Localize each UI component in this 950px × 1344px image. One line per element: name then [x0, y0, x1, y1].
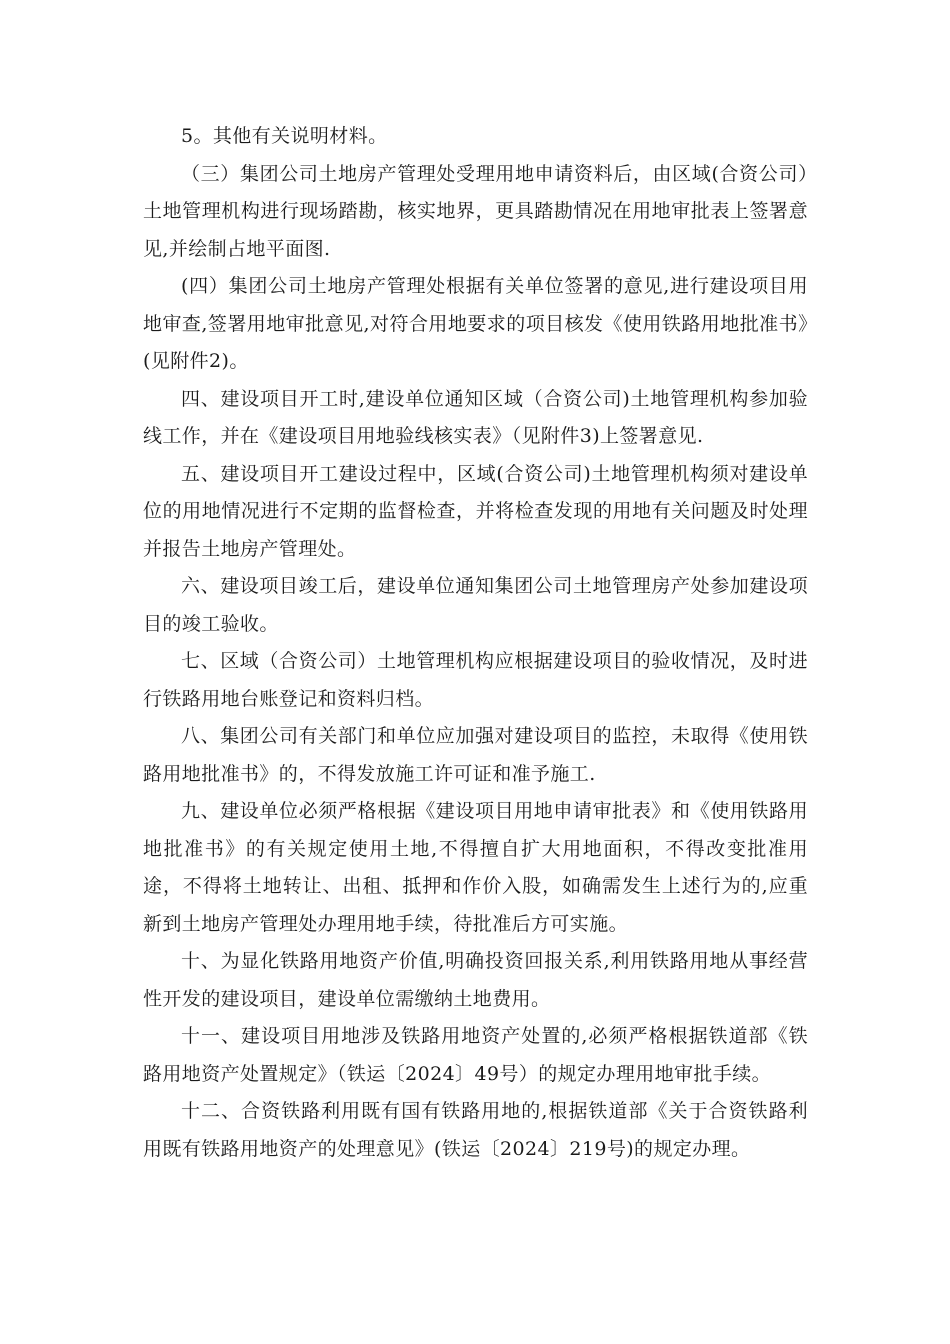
paragraph-article-12: 十二、合资铁路利用既有国有铁路用地的,根据铁道部《关于合资铁路利用既有铁路用地资产的处理意见》(铁运〔2024〕219号)的规定办理。: [143, 1100, 808, 1160]
paragraph-section-3: （三）集团公司土地房产管理处受理用地申请资料后，由区域(合资公司）土地管理机构进行现场踏勘，核实地界，更具踏勘情况在用地审批表上签署意见,并绘制占地平面图.: [143, 162, 808, 260]
paragraph-item-5: 5。其他有关说明材料。: [181, 125, 388, 147]
paragraph-article-8: 八、集团公司有关部门和单位应加强对建设项目的监控，未取得《使用铁路用地批准书》的，不得发放施工许可证和准予施工.: [143, 725, 808, 785]
document-body: [143, 118, 808, 1168]
paragraph-article-4: 四、建设项目开工时,建设单位通知区域（合资公司)土地管理机构参加验线工作，并在《建设项目用地验线核实表》（见附件3)上签署意见.: [143, 387, 808, 447]
paragraph-article-9: 九、建设单位必须严格根据《建设项目用地申请审批表》和《使用铁路用地批准书》的有关规定使用土地,不得擅自扩大用地面积，不得改变批准用途，不得将土地转让、出租、抵押和作价入股，如确需发生上述行为的,应重新到土地房产管理处办理用地手续，待批准后方可实施。: [143, 800, 808, 935]
paragraph-article-6: 六、建设项目竣工后，建设单位通知集团公司土地管理房产处参加建设项目的竣工验收。: [143, 575, 808, 635]
paragraph-article-5: 五、建设项目开工建设过程中，区域(合资公司)土地管理机构须对建设单位的用地情况进行不定期的监督检查，并将检查发现的用地有关问题及时处理并报告土地房产管理处。: [143, 462, 808, 560]
paragraph-section-4: (四）集团公司土地房产管理处根据有关单位签署的意见,进行建设项目用地审查,签署用地审批意见,对符合用地要求的项目核发《使用铁路用地批准书》(见附件2)。: [143, 275, 808, 372]
paragraph-article-10: 十、为显化铁路用地资产价值,明确投资回报关系,利用铁路用地从事经营性开发的建设项目，建设单位需缴纳土地费用。: [143, 950, 808, 1010]
paragraph-article-11: 十一、建设项目用地涉及铁路用地资产处置的,必须严格根据铁道部《铁路用地资产处置规定》（铁运〔2024〕49号）的规定办理用地审批手续。: [143, 1025, 808, 1085]
paragraph-article-7: 七、区域（合资公司）土地管理机构应根据建设项目的验收情况，及时进行铁路用地台账登记和资料归档。: [143, 650, 808, 710]
